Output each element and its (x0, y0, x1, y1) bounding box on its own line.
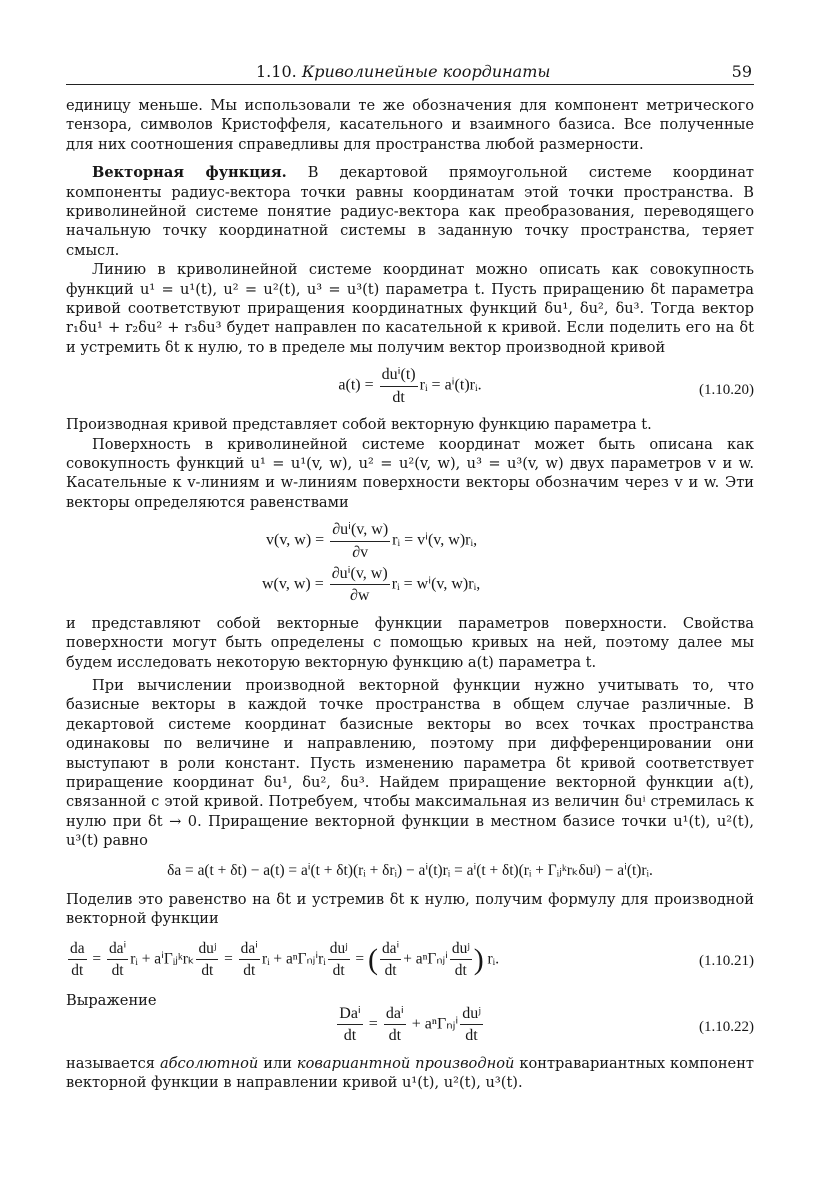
section-title: 1.10. Криволинейные координаты (256, 62, 551, 81)
eq-lhs: a(t) = (338, 376, 374, 394)
paragraph-heading: Векторная функция. (92, 164, 287, 182)
fraction: $\frac{\text{duⁱ(t)}}{dt}$ (381, 366, 416, 406)
equation-1-10-22: $\frac{\text{Daⁱ}}{dt}$ = $\frac{\text{daⁱ}}{dt}$ + aⁿΓₙⱼⁱ $\frac{\text{duʲ}}{dt}$ (1.10.22) (339, 1005, 754, 1045)
paragraph: Поделив это равенство на δt и устремив δt к нулю, получим формулу для производной векторной функции (66, 891, 754, 928)
page-number: 59 (731, 62, 752, 81)
equation-1-10-21: $\frac{da}{dt}$ = $\frac{\text{daⁱ}}{dt}$ rᵢ + aⁱΓᵢⱼᵏrₖ $\frac{\text{duʲ}}{dt}$ = $\frac{\text{daⁱ}}{dt}$ rᵢ + aⁿΓₙⱼⁱrᵢ $\frac{\text{duʲ}}{dt}$ = ( $\frac{\text{daⁱ}}{dt}$ + aⁿΓₙⱼⁱ $\frac{\text{duʲ}}{dt}$ ) rᵢ. (1.10.21) (70, 939, 754, 980)
paragraph: Производная кривой представляет собой векторную функцию параметра t. (66, 416, 652, 434)
equation-1-10-20 (66, 365, 754, 407)
fraction: $\frac{\text{∂uⁱ(v, w)}}{\partial w}$ (331, 564, 388, 605)
equation-number: (1.10.22) (699, 1019, 754, 1036)
paragraph: и представляют собой векторные функции параметров поверхности. Свойства поверхности могут быть определены с помощью кривых на ней, поэтому далее мы будем исследовать некоторую векторную функцию a(t) параметра t. (66, 614, 754, 671)
paragraph-text: В декартовой прямоугольной системе координат компоненты радиус-вектора точки равны координатам этой точки пространства. В криволинейной системе понятие радиус-вектора как преобразования, переводящего начальную точку координатной системы в заданную точку пространства, теряет смысл. (66, 164, 754, 259)
equation-number: (1.10.20) (699, 382, 754, 399)
paragraph-definition: называется абсолютной или ковариантной производной контравариантных компонент векторной функции в направлении кривой u¹(t), u²(t), u³(t). (66, 1054, 754, 1092)
paragraph-vector-function (66, 163, 754, 260)
equation-delta-a: δa = a(t + δt) − a(t) = aⁱ(t + δt)(rᵢ + δrᵢ) − aⁱ(t)rᵢ = aⁱ(t + δt)(rᵢ + Γᵢⱼᵏrₖδuʲ) − aⁱ(t)rᵢ. (167, 861, 653, 879)
equation-number: (1.10.21) (699, 952, 754, 969)
running-header (66, 62, 754, 85)
equation-w: w(v, w) = $\frac{\text{∂uⁱ(v, w)}}{\partial w}$ rᵢ = wⁱ(v, w)rᵢ, (262, 564, 481, 605)
fraction: $\frac{\text{∂uⁱ(v, w)}}{\partial v}$ (332, 521, 389, 561)
eq-rhs: rᵢ = aⁱ(t)rᵢ. (419, 376, 482, 394)
paragraph: Выражение (66, 991, 157, 1009)
body-text (66, 96, 754, 1093)
paragraph: единицу меньше. Мы использовали те же обозначения для компонент метрического тензора, символов Кристоффеля, касательного и взаимного базиса. Все полученные для них соотношения справедливы для пространства любой размерности. (66, 97, 754, 153)
equation-v: v(v, w) = $\frac{\text{∂uⁱ(v, w)}}{\partial v}$ rᵢ = vⁱ(v, w)rᵢ, (266, 521, 478, 561)
book-page (66, 62, 754, 1093)
paragraph: Линию в криволинейной системе координат можно описать как совокупность функций u¹ = u¹(t), u² = u²(t), u³ = u³(t) параметра t. Пусть приращению δt параметра кривой соответствуют приращения координатных функций δu¹, δu², δu³. Тогда вектор r₁δu¹ + r₂δu² + r₃δu³ будет направлен по касательной к кривой. Если поделить его на δt и устремить δt к нулю, то в пределе мы получим вектор производной кривой (66, 261, 754, 356)
paragraph: Поверхность в криволинейной системе координат может быть описана как совокупность функций u¹ = u¹(v, w), u² = u²(v, w), u³ = u³(v, w) двух параметров v и w. Касательные к v-линиям и w-линиям поверхности векторы обозначим через v и w. Эти векторы определяются равенствами (66, 435, 754, 511)
paragraph: При вычислении производной векторной функции нужно учитывать то, что базисные векторы в каждой точке пространства в общем случае различные. В декартовой системе координат базисные векторы во всех точках пространства одинаковы по величине и направлению, поэтому при дифференцировании они выступают в роли констант. Пусть изменению параметра δt кривой соответствует приращение координат δu¹, δu², δu³. Найдем приращение векторной функции a(t), связанной с этой кривой. Потребуем, чтобы максимальная из величин δuⁱ стремилась к нулю при δt → 0. Приращение векторной функции в местном базисе точки u¹(t), u²(t), u³(t) равно (66, 676, 754, 850)
